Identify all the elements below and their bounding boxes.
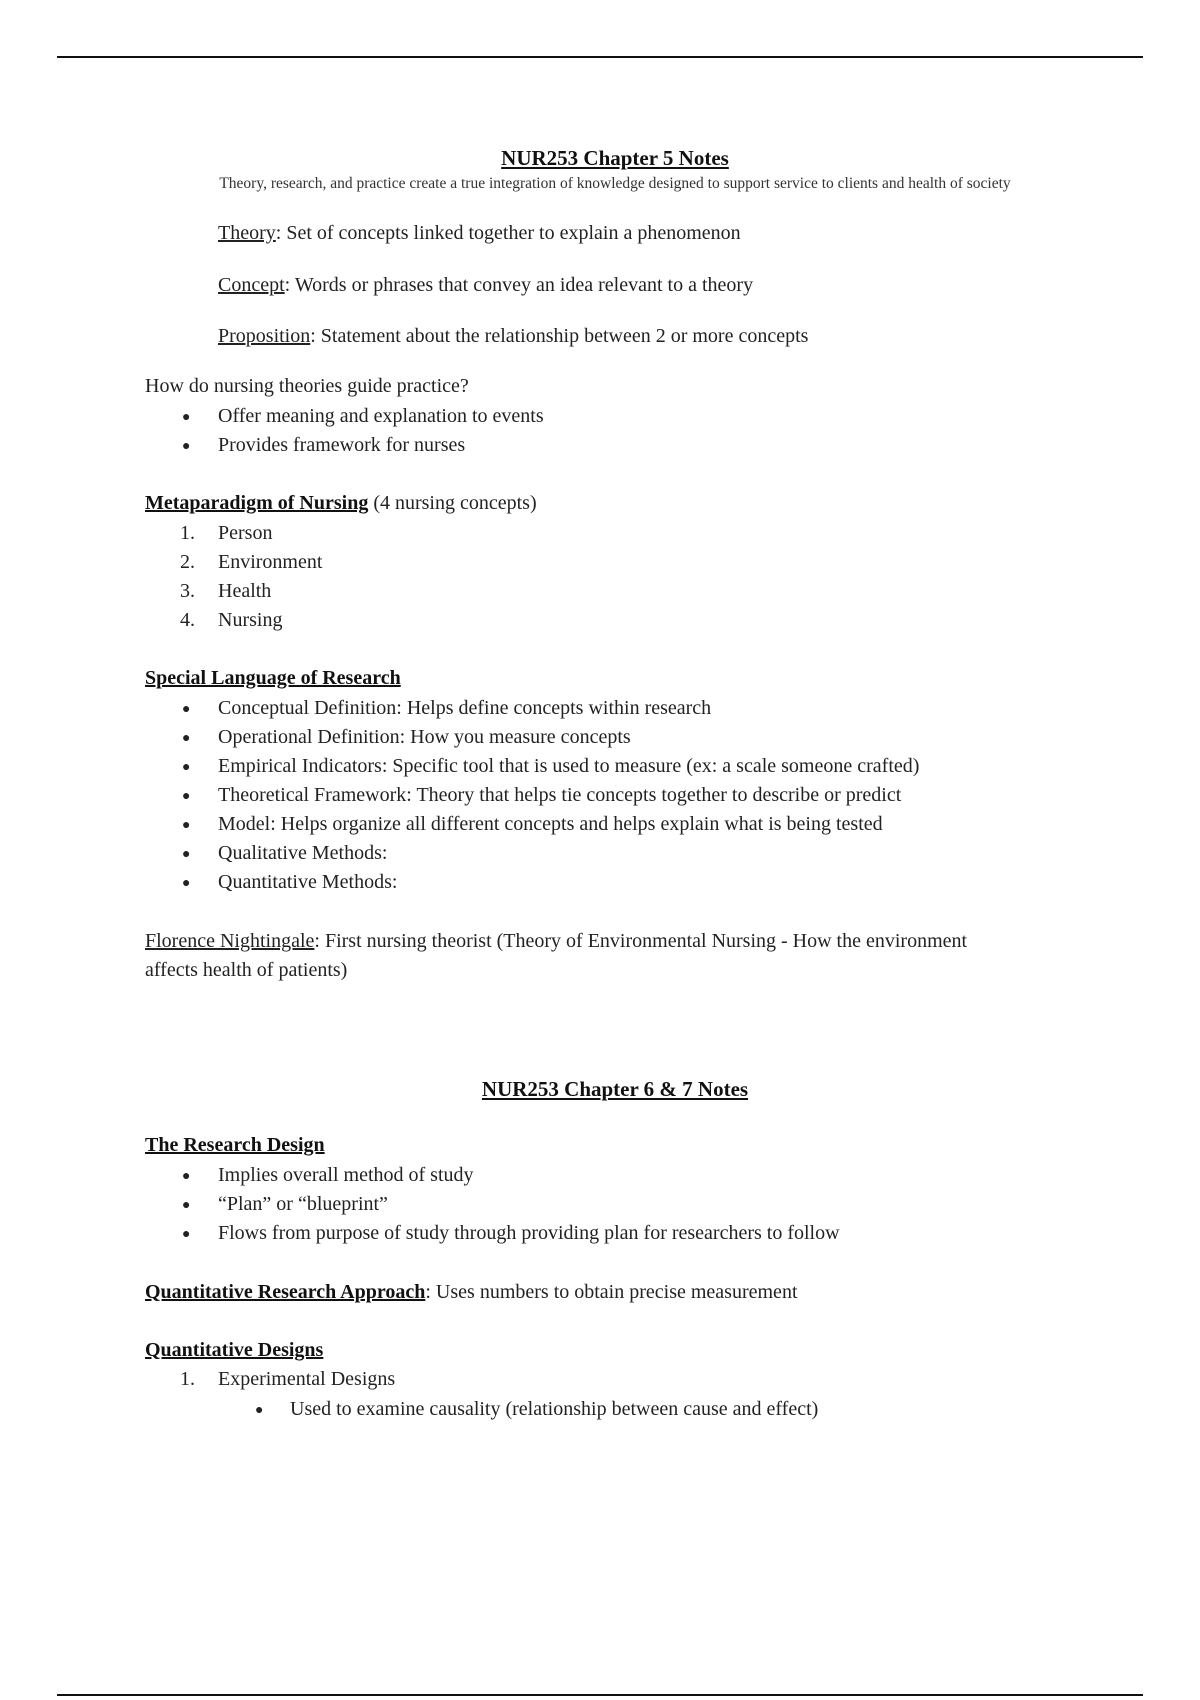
- definition-term: Proposition: [218, 325, 311, 347]
- definition-text: : Words or phrases that convey an idea relevant to a theory: [284, 274, 754, 296]
- bottom-rule: [57, 1694, 1143, 1696]
- definition-theory: [218, 222, 741, 245]
- top-rule: [57, 56, 1143, 58]
- definition-text: : Set of concepts linked together to explain a phenomenon: [275, 222, 741, 244]
- bullet-marker: ●: [182, 439, 191, 454]
- nightingale-line-2: affects health of patients): [145, 959, 348, 981]
- definition-proposition: [218, 325, 808, 348]
- chapter5-title: NUR253 Chapter 5 Notes: [501, 146, 729, 170]
- question-line: How do nursing theories guide practice?: [145, 375, 469, 397]
- section-heading: Special Language of Research: [145, 667, 401, 689]
- chapter5-subtitle: Theory, research, and practice create a true integration of knowledge designed to support service to clients and health of society: [219, 175, 1011, 192]
- definition-term: Theory: [218, 222, 276, 244]
- section-heading: Quantitative Designs: [145, 1339, 324, 1361]
- quant-approach-line: Quantitative Research Approach: Uses numbers to obtain precise measurement: [145, 1281, 798, 1303]
- definition-term: Concept: [218, 274, 285, 296]
- definition-concept: [218, 274, 753, 297]
- nightingale-line-1: Florence Nightingale: First nursing theorist (Theory of Environmental Nursing - How the environment: [145, 930, 968, 952]
- bullet-marker: ●: [182, 410, 191, 425]
- special-language-heading-line: [145, 667, 401, 690]
- section-heading: Metaparadigm of Nursing: [145, 492, 369, 514]
- definition-text: : Statement about the relationship between 2 or more concepts: [310, 325, 809, 347]
- research-design-heading-line: [145, 1134, 325, 1157]
- metaparadigm-heading-line: [145, 492, 537, 515]
- nightingale-term: Florence Nightingale: [145, 930, 315, 952]
- section-heading: The Research Design: [145, 1134, 325, 1156]
- heading-note: (4 nursing concepts): [368, 492, 537, 514]
- quant-designs-heading-line: [145, 1339, 323, 1362]
- chapter67-title: NUR253 Chapter 6 & 7 Notes: [481, 1077, 749, 1101]
- section-heading: Quantitative Research Approach: [145, 1281, 426, 1303]
